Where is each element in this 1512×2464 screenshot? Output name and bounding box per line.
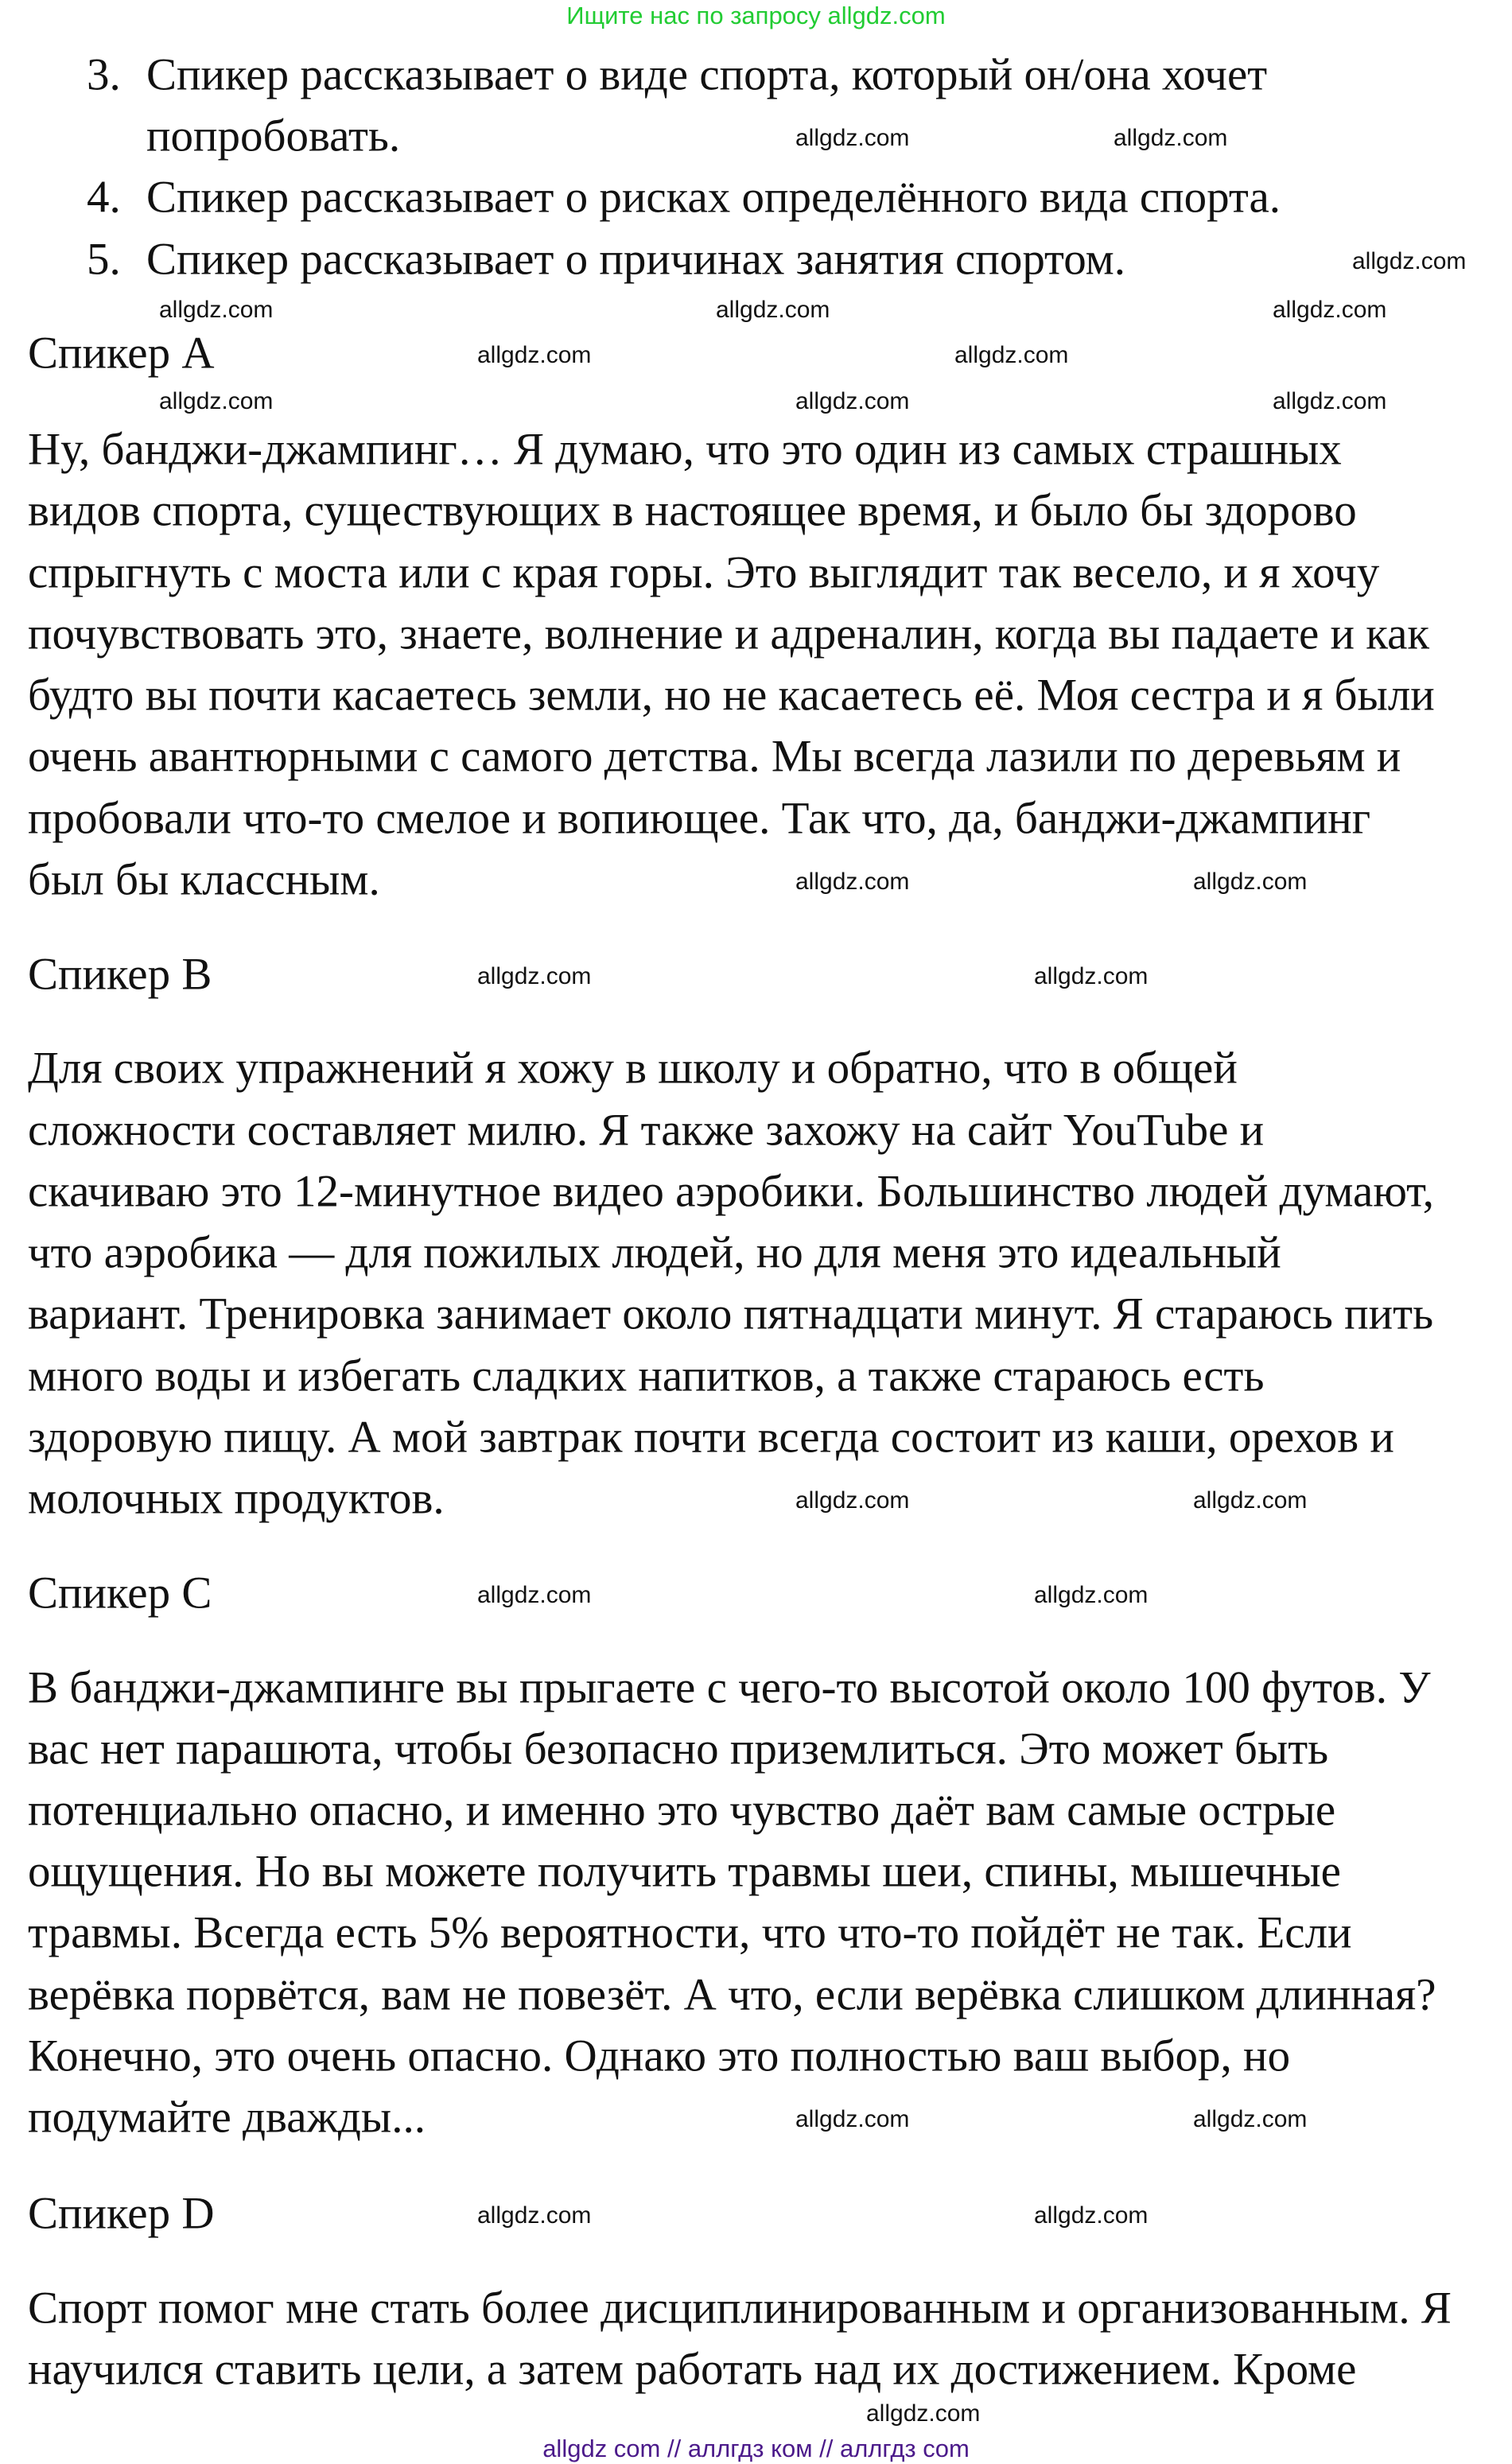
paragraph-line: вариант. Тренировка занимает около пятнадцати минут. Я стараюсь пить [28,1288,1434,1339]
watermark: allgdz.com [1352,248,1467,274]
paragraph-line: травмы. Всегда есть 5% вероятности, что что-то пойдёт не так. Если [28,1907,1352,1958]
watermark: allgdz.com [866,2400,981,2427]
paragraph-line: почувствовать это, знаете, волнение и адреналин, когда вы падаете и как [28,608,1430,659]
speaker-heading: Спикер C [28,1568,212,1619]
speaker-heading: Спикер D [28,2188,215,2239]
watermark: allgdz.com [1273,388,1387,414]
header-banner: Ищите нас по запросу allgdz.com [566,2,946,29]
paragraph-line: очень авантюрными с самого детства. Мы всегда лазили по деревьям и [28,731,1401,782]
watermark: allgdz.com [795,869,910,895]
watermark: allgdz.com [1273,297,1387,323]
list-item-number: 3. [87,49,121,100]
paragraph-line: Конечно, это очень опасно. Однако это полностью ваш выбор, но [28,2031,1291,2081]
watermark: allgdz.com [1034,1582,1149,1608]
list-item-number: 5. [87,234,121,285]
list-item-text: Спикер рассказывает о причинах занятия спортом. [146,234,1125,285]
paragraph-line: будто вы почти касаетесь земли, но не касаетесь её. Моя сестра и я были [28,670,1435,721]
watermark: allgdz.com [1034,2202,1149,2229]
paragraph-line: молочных продуктов. [28,1473,445,1524]
list-item-text: Спикер рассказывает о виде спорта, который он/она хочет [146,49,1268,100]
watermark: allgdz.com [1034,963,1149,989]
paragraph-line: пробовали что-то смелое и вопиющее. Так что, да, банджи-джампинг [28,793,1371,844]
paragraph-line: сложности составляет милю. Я также захожу на сайт YouTube и [28,1105,1265,1156]
speaker-heading: Спикер A [28,328,215,379]
paragraph-line: подумайте дважды... [28,2092,426,2143]
watermark: allgdz.com [477,963,592,989]
watermark: allgdz.com [795,125,910,151]
paragraph-line: Спорт помог мне стать более дисциплинированным и организованным. Я [28,2283,1452,2334]
watermark: allgdz.com [159,388,274,414]
list-item-text: попробовать. [146,111,401,161]
paragraph-line: Для своих упражнений я хожу в школу и обратно, что в общей [28,1043,1238,1094]
watermark: allgdz.com [795,388,910,414]
list-item-text: Спикер рассказывает о рисках определённого вида спорта. [146,172,1281,223]
paragraph-line: был бы классным. [28,854,380,905]
paragraph-line: много воды и избегать сладких напитков, а также стараюсь есть [28,1351,1265,1401]
watermark: allgdz.com [1193,869,1308,895]
watermark: allgdz.com [477,2202,592,2229]
paragraph-line: Ну, банджи-джампинг… Я думаю, что это один из самых страшных [28,424,1342,475]
paragraph-line: В банджи-джампинге вы прыгаете с чего-то высотой около 100 футов. У [28,1662,1431,1713]
watermark: allgdz.com [716,297,830,323]
watermark: allgdz.com [477,342,592,368]
paragraph-line: ощущения. Но вы можете получить травмы шеи, спины, мышечные [28,1846,1341,1897]
paragraph-line: что аэробика — для пожилых людей, но для меня это идеальный [28,1227,1281,1278]
footer-banner: allgdz com // аллгдз ком // аллгдз com [542,2435,970,2462]
paragraph-line: скачиваю это 12-минутное видео аэробики. Большинство людей думают, [28,1166,1435,1217]
list-item-number: 4. [87,172,121,223]
watermark: allgdz.com [1193,1487,1308,1514]
paragraph-line: верёвка порвётся, вам не повезёт. А что, если верёвка слишком длинная? [28,1969,1436,2020]
paragraph-line: вас нет парашюта, чтобы безопасно приземлиться. Это может быть [28,1724,1329,1774]
paragraph-line: здоровую пищу. А мой завтрак почти всегда состоит из каши, орехов и [28,1412,1394,1463]
watermark: allgdz.com [477,1582,592,1608]
paragraph-line: научился ставить цели, а затем работать над их достижением. Кроме [28,2344,1357,2395]
watermark: allgdz.com [1193,2106,1308,2132]
watermark: allgdz.com [159,297,274,323]
paragraph-line: видов спорта, существующих в настоящее время, и было бы здорово [28,485,1357,536]
watermark: allgdz.com [795,2106,910,2132]
watermark: allgdz.com [1114,125,1228,151]
watermark: allgdz.com [954,342,1069,368]
watermark: allgdz.com [795,1487,910,1514]
paragraph-line: потенциально опасно, и именно это чувство даёт вам самые острые [28,1785,1336,1836]
speaker-heading: Спикер B [28,949,212,1000]
paragraph-line: спрыгнуть с моста или с края горы. Это выглядит так весело, и я хочу [28,547,1380,598]
